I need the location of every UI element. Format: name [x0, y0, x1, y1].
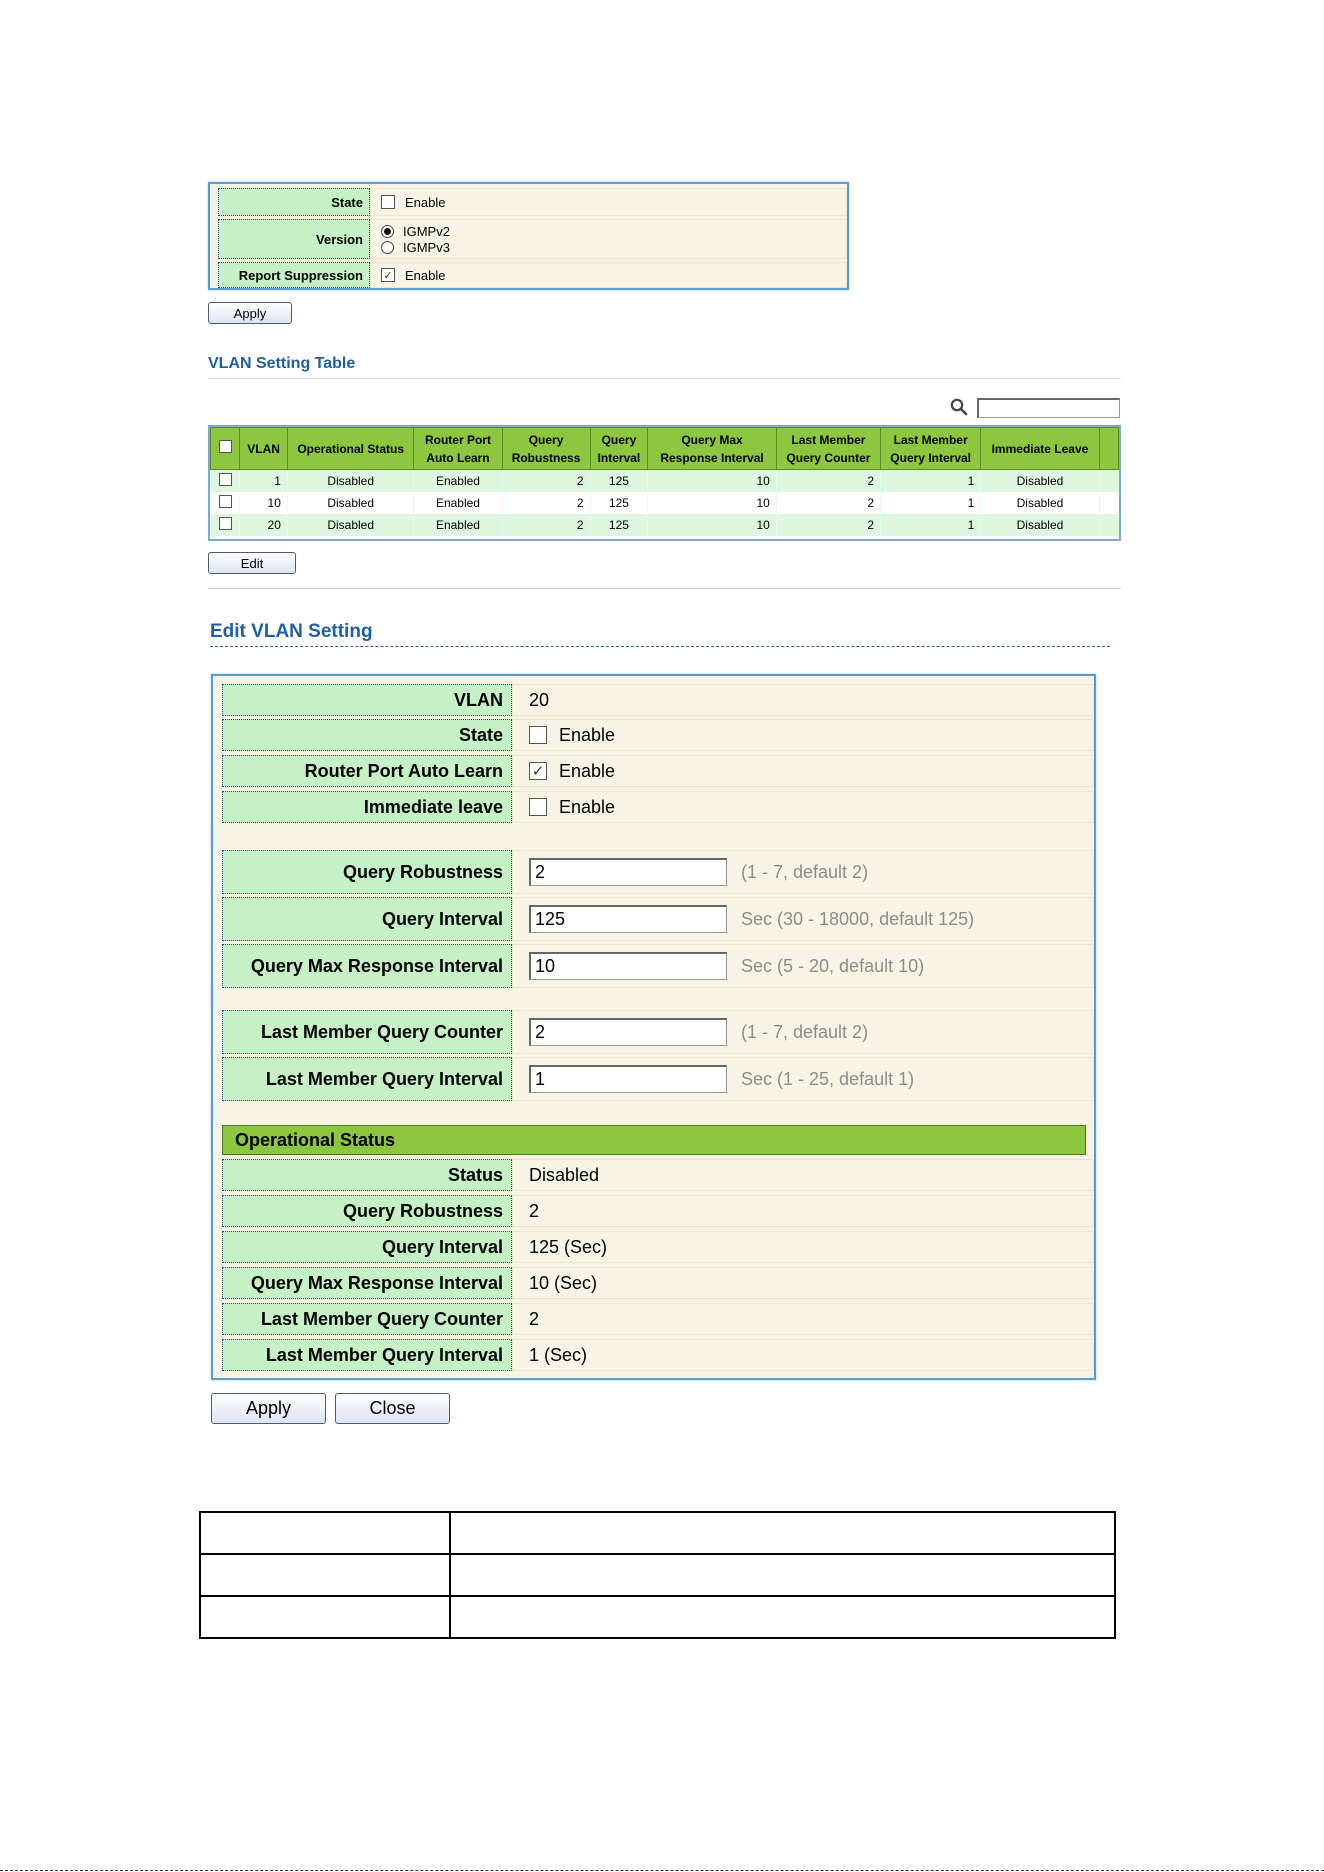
last-member-query-interval-label: Last Member Query Interval	[222, 1057, 512, 1101]
col-operational-status[interactable]: Operational Status	[287, 428, 414, 470]
report-suppression-label: Report Suppression	[218, 262, 370, 288]
last-member-query-counter-label: Last Member Query Counter	[222, 1010, 512, 1054]
cell-leave: Disabled	[981, 492, 1099, 514]
edit-apply-button[interactable]: Apply	[211, 1393, 326, 1424]
cell-interval: 125	[590, 514, 648, 536]
page-bottom-rule	[0, 1870, 1324, 1871]
state-enable-label: Enable	[559, 724, 616, 745]
last-member-query-interval-input[interactable]	[529, 1065, 727, 1093]
col-query-robustness[interactable]: Query Robustness	[502, 428, 590, 470]
cell-router: Enabled	[414, 492, 502, 514]
last-member-query-counter-input[interactable]	[529, 1018, 727, 1046]
row-checkbox[interactable]	[219, 473, 232, 486]
col-last-member-query-interval[interactable]: Last Member Query Interval	[881, 428, 981, 470]
last-member-query-interval-hint: Sec (1 - 25, default 1)	[741, 1068, 915, 1089]
vlan-label: VLAN	[222, 684, 512, 716]
last-member-query-counter-hint: (1 - 7, default 2)	[741, 1021, 869, 1042]
query-max-response-interval-input[interactable]	[529, 952, 727, 980]
op-query-robustness-label: Query Robustness	[222, 1195, 512, 1227]
row-checkbox[interactable]	[219, 517, 232, 530]
igmpv2-label: IGMPv2	[403, 223, 450, 239]
cell-maxresp: 10	[648, 470, 777, 493]
edit-vlan-title: Edit VLAN Setting	[210, 621, 373, 642]
state-label: State	[222, 719, 512, 751]
query-robustness-label: Query Robustness	[222, 850, 512, 894]
router-port-auto-learn-checkbox[interactable]: ✓	[529, 762, 547, 780]
op-status-value: Disabled	[529, 1164, 600, 1185]
cell-interval: 125	[590, 492, 648, 514]
op-query-interval-value: 125 (Sec)	[529, 1236, 608, 1257]
cell-vlan: 20	[240, 514, 288, 536]
state-checkbox[interactable]	[529, 726, 547, 744]
edit-vlan-panel	[211, 674, 1096, 1380]
leave-enable-label: Enable	[559, 796, 616, 817]
cell-op-status: Disabled	[287, 514, 414, 536]
global-apply-button[interactable]: Apply	[208, 302, 292, 324]
query-robustness-hint: (1 - 7, default 2)	[741, 861, 869, 882]
report-suppression-checkbox[interactable]: ✓	[381, 268, 395, 282]
row-checkbox[interactable]	[219, 495, 232, 508]
global-state-checkbox[interactable]	[381, 195, 395, 209]
cell-vlan: 10	[240, 492, 288, 514]
router-port-auto-learn-label: Router Port Auto Learn	[222, 755, 512, 787]
op-query-robustness-value: 2	[529, 1200, 540, 1221]
immediate-leave-label: Immediate leave	[222, 791, 512, 823]
op-status-label: Status	[222, 1159, 512, 1191]
edit-button[interactable]: Edit	[208, 552, 296, 574]
col-immediate-leave[interactable]: Immediate Leave	[981, 428, 1099, 470]
vlan-value: 20	[529, 689, 550, 710]
query-interval-hint: Sec (30 - 18000, default 125)	[741, 908, 975, 929]
vlan-table-title: VLAN Setting Table	[208, 355, 356, 372]
report-suppression-option: Enable	[405, 267, 446, 283]
cell-robust: 2	[502, 492, 590, 514]
col-router-port-auto-learn[interactable]: Router Port Auto Learn	[414, 428, 502, 470]
op-query-max-response-interval-value: 10 (Sec)	[529, 1272, 598, 1293]
op-last-member-query-counter-value: 2	[529, 1308, 540, 1329]
op-query-interval-label: Query Interval	[222, 1231, 512, 1263]
operational-status-header: Operational Status	[222, 1125, 1086, 1155]
igmpv2-radio[interactable]	[381, 225, 394, 238]
table-row[interactable]	[211, 470, 1119, 493]
search-icon	[950, 398, 968, 416]
col-query-interval[interactable]: Query Interval	[590, 428, 648, 470]
cell-lmqi: 1	[881, 470, 981, 493]
cell-robust: 2	[502, 470, 590, 493]
cell-interval: 125	[590, 470, 648, 493]
cell-lmqc: 2	[776, 470, 880, 493]
cell-op-status: Disabled	[287, 492, 414, 514]
vlan-table-title-divider	[208, 378, 1121, 379]
col-last-member-query-counter[interactable]: Last Member Query Counter	[776, 428, 880, 470]
router-enable-label: Enable	[559, 760, 616, 781]
col-vlan[interactable]: VLAN	[240, 428, 288, 470]
query-max-response-interval-label: Query Max Response Interval	[222, 944, 512, 988]
op-last-member-query-counter-label: Last Member Query Counter	[222, 1303, 512, 1335]
table-row[interactable]	[211, 492, 1119, 514]
table-search-input[interactable]	[977, 398, 1120, 418]
cell-vlan: 1	[240, 470, 288, 493]
op-query-max-response-interval-label: Query Max Response Interval	[222, 1267, 512, 1299]
edit-title-divider	[210, 646, 1110, 647]
query-robustness-input[interactable]	[529, 858, 727, 886]
cell-lmqc: 2	[776, 492, 880, 514]
query-interval-input[interactable]	[529, 905, 727, 933]
global-state-option: Enable	[405, 194, 446, 210]
cell-router: Enabled	[414, 470, 502, 493]
cell-router: Enabled	[414, 514, 502, 536]
cell-maxresp: 10	[648, 514, 777, 536]
igmpv3-radio[interactable]	[381, 241, 394, 254]
cell-leave: Disabled	[981, 470, 1099, 493]
state-label: State	[218, 188, 370, 216]
cell-lmqi: 1	[881, 514, 981, 536]
section-divider	[208, 588, 1121, 589]
cell-maxresp: 10	[648, 492, 777, 514]
cell-lmqc: 2	[776, 514, 880, 536]
query-interval-label: Query Interval	[222, 897, 512, 941]
cell-leave: Disabled	[981, 514, 1099, 536]
cell-robust: 2	[502, 514, 590, 536]
cell-lmqi: 1	[881, 492, 981, 514]
table-row[interactable]	[211, 514, 1119, 536]
igmpv3-label: IGMPv3	[403, 239, 450, 255]
query-max-response-interval-hint: Sec (5 - 20, default 10)	[741, 955, 925, 976]
select-all-checkbox[interactable]	[219, 440, 232, 453]
version-label: Version	[218, 219, 370, 259]
cell-op-status: Disabled	[287, 470, 414, 493]
col-query-max-response-interval[interactable]: Query Max Response Interval	[648, 428, 777, 470]
vlan-table-frame	[208, 425, 1121, 541]
edit-close-button[interactable]: Close	[335, 1393, 450, 1424]
op-last-member-query-interval-value: 1 (Sec)	[529, 1344, 588, 1365]
immediate-leave-checkbox[interactable]	[529, 798, 547, 816]
global-settings-panel	[208, 182, 849, 290]
op-last-member-query-interval-label: Last Member Query Interval	[222, 1339, 512, 1371]
empty-parameter-table	[199, 1511, 1116, 1639]
vlan-table	[210, 427, 1119, 536]
